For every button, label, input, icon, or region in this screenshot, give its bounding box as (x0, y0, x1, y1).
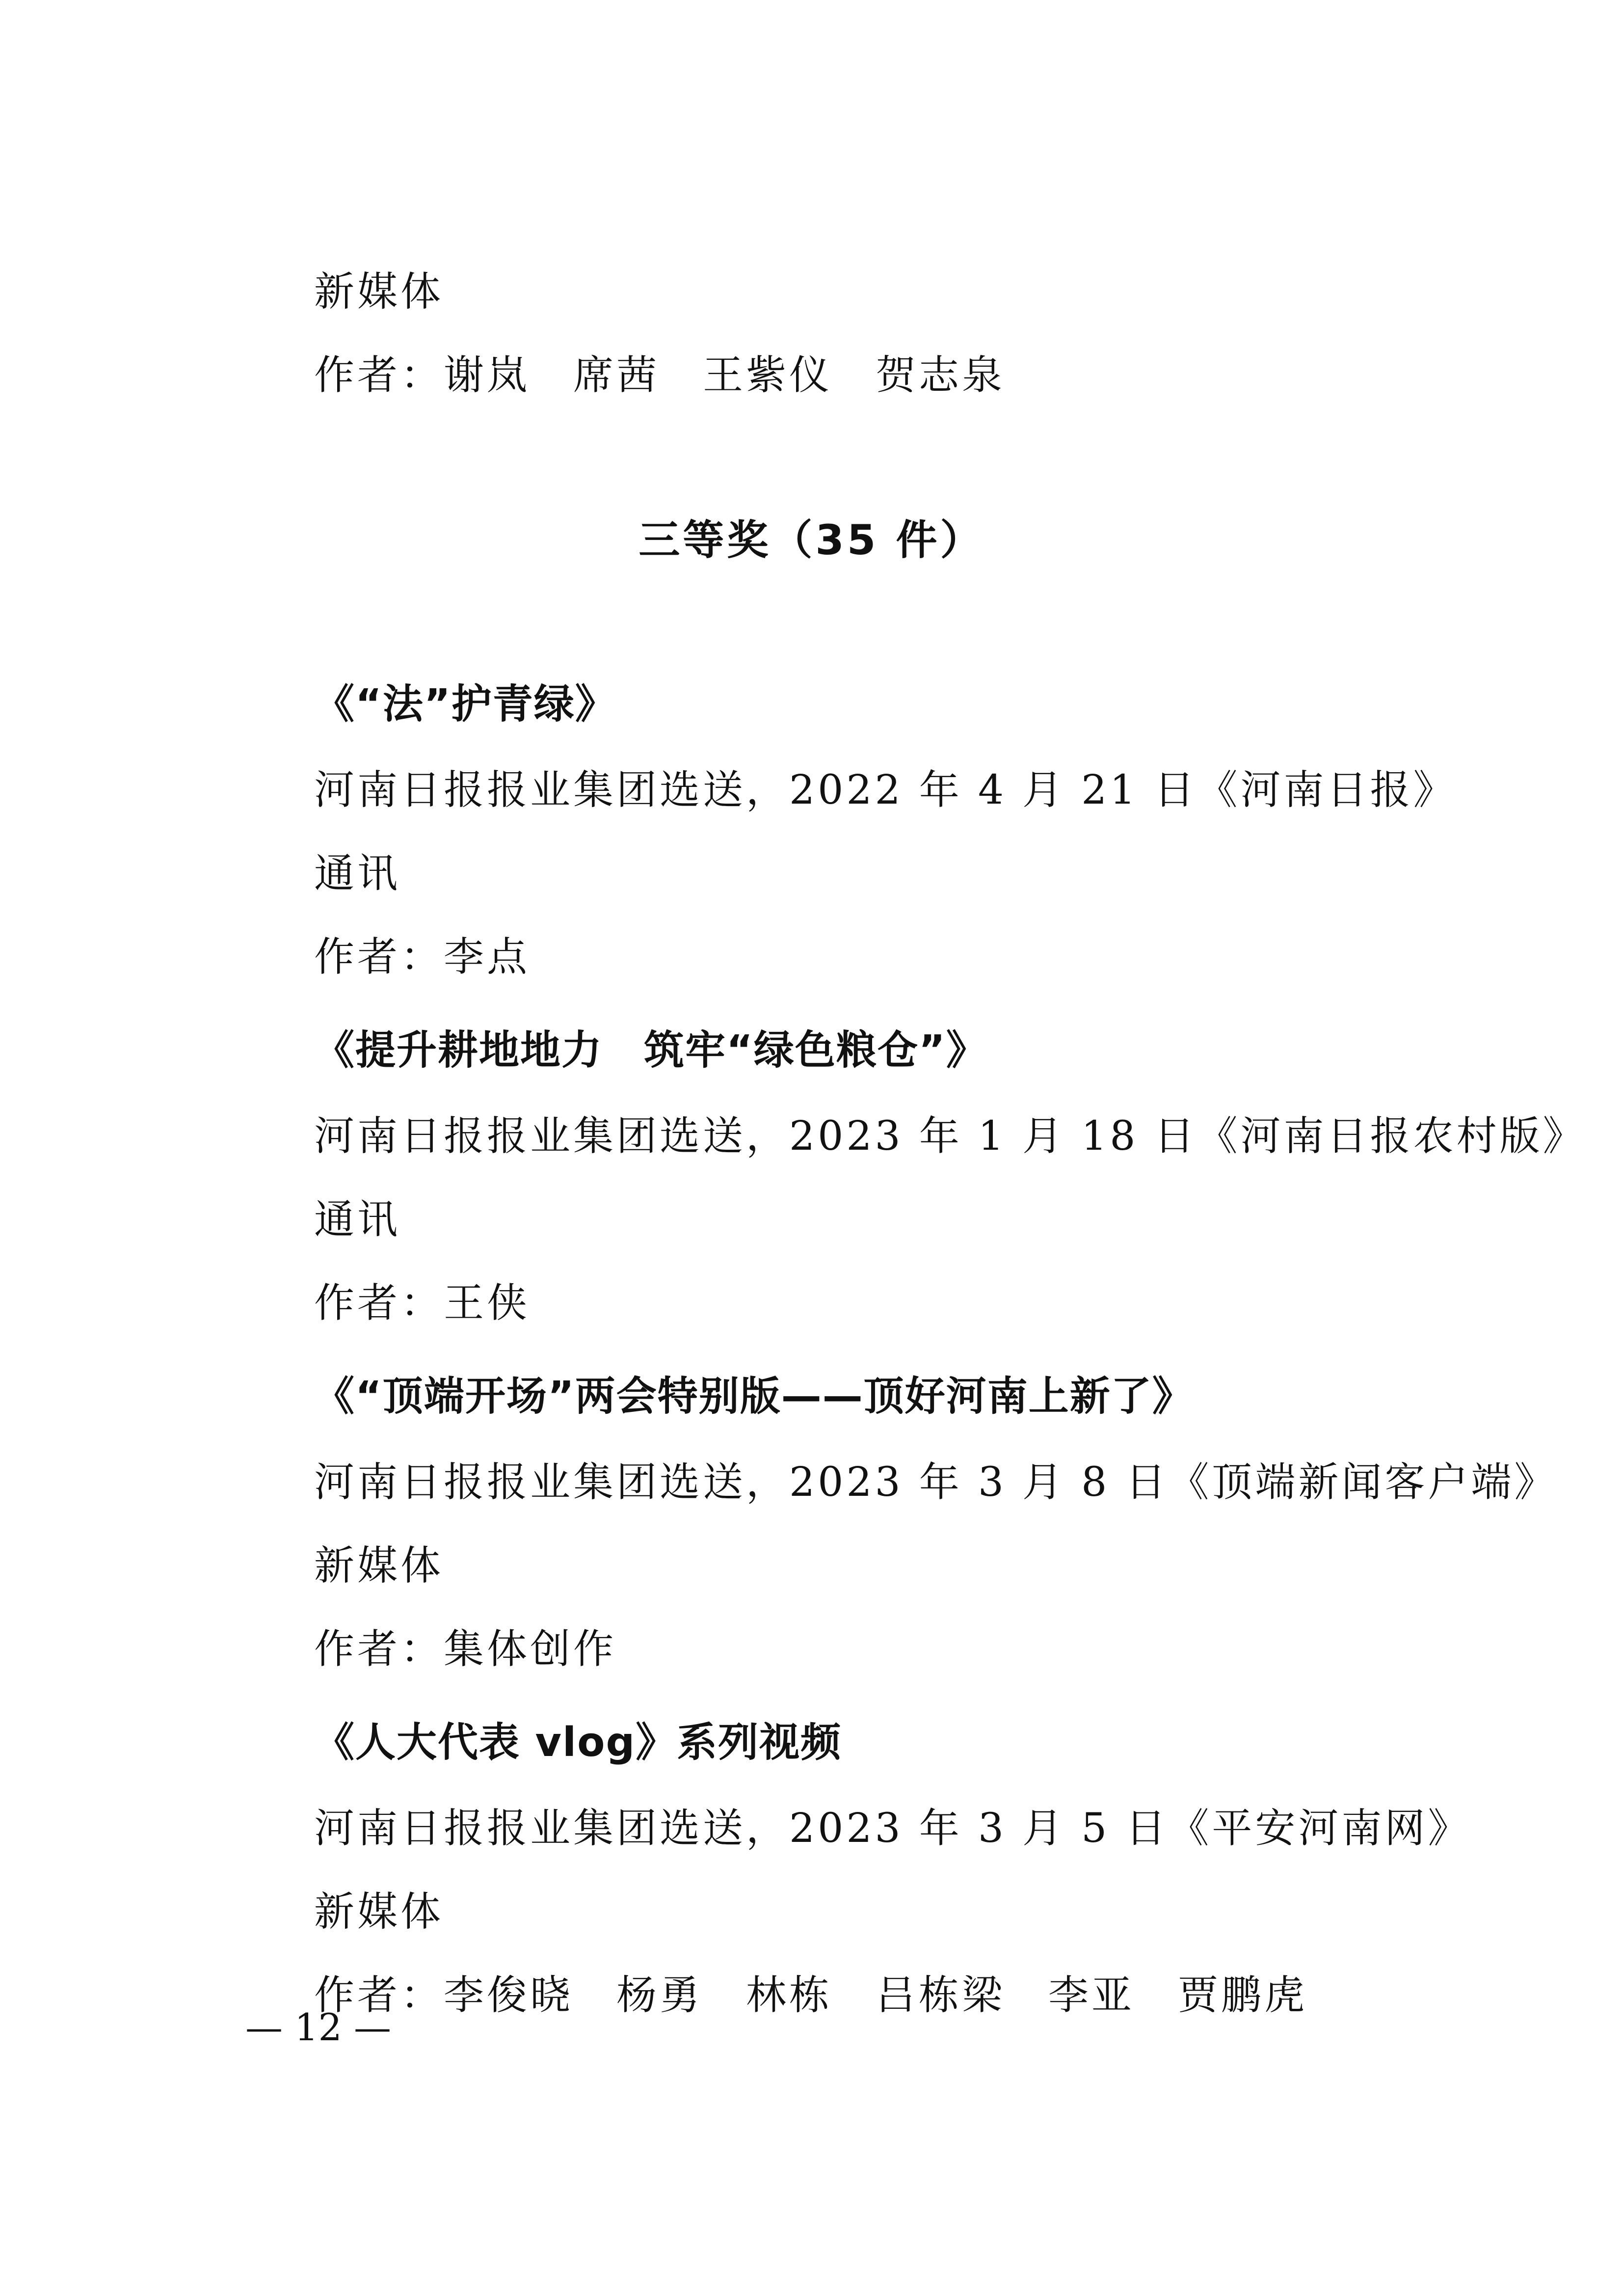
entry-authors: 作者：王侠 (314, 1280, 531, 1326)
entry-authors: 作者：李点 (314, 934, 531, 980)
section-title: 三等奖（35 件） (639, 516, 984, 564)
entry-source: 河南日报报业集团选送，2023 年 3 月 8 日《顶端新闻客户端》 (314, 1459, 1558, 1506)
entry-title: 《提升耕地地力 筑牢“绿色粮仓”》 (314, 1027, 987, 1074)
page-number: — 12 — (245, 2005, 392, 2049)
entry-source: 河南日报报业集团选送，2022 年 4 月 21 日《河南日报》 (314, 767, 1457, 813)
entry-category: 通讯 (314, 1196, 401, 1243)
top-entry-category: 新媒体 (314, 269, 444, 315)
entry-title: 《“法”护青绿》 (314, 681, 616, 728)
entry-authors: 作者：李俊晓 杨勇 林栋 吕栋梁 李亚 贾鹏虎 (314, 1972, 1308, 2019)
entry-category: 新媒体 (314, 1889, 444, 1935)
entry-authors: 作者：集体创作 (314, 1626, 617, 1673)
entry-source: 河南日报报业集团选送，2023 年 1 月 18 日《河南日报农村版》 (314, 1113, 1586, 1160)
entry-category: 通讯 (314, 850, 401, 897)
entry-category: 新媒体 (314, 1542, 444, 1589)
top-entry-authors: 作者：谢岚 席茜 王紫仪 贺志泉 (314, 352, 1006, 399)
entry-title: 《“顶端开场”两会特别版——顶好河南上新了》 (314, 1373, 1194, 1420)
entry-title: 《人大代表 vlog》系列视频 (314, 1719, 842, 1766)
entry-source: 河南日报报业集团选送，2023 年 3 月 5 日《平安河南网》 (314, 1805, 1471, 1852)
